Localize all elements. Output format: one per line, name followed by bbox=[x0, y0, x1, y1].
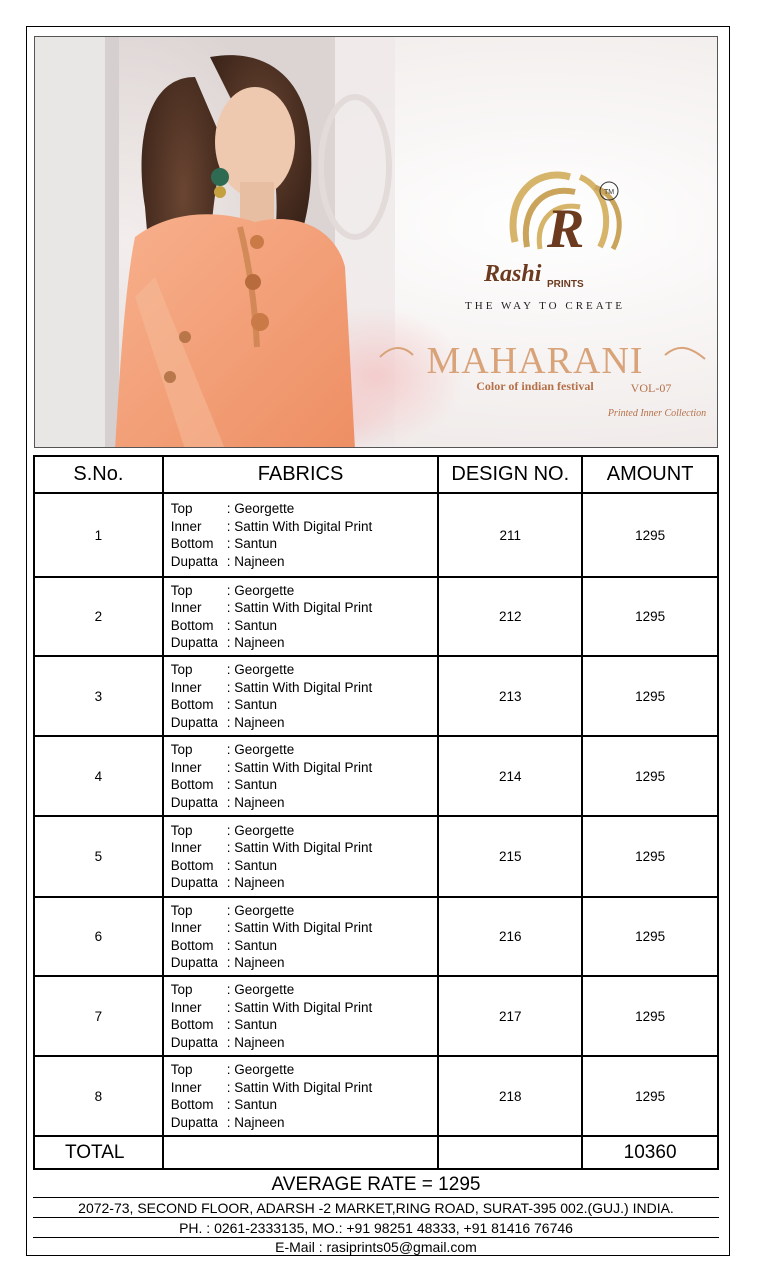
fabric-line bbox=[171, 500, 438, 518]
row-sno: 1 bbox=[34, 493, 163, 577]
fabric-key: Bottom bbox=[170, 536, 214, 551]
row-fabrics bbox=[163, 736, 439, 816]
row-design-no: 211 bbox=[438, 493, 582, 577]
average-rate: AVERAGE RATE = 1295 bbox=[271, 1174, 481, 1195]
row-design-no: 217 bbox=[438, 976, 582, 1056]
banner-artwork bbox=[35, 37, 718, 448]
fabric-key: Inner bbox=[170, 600, 202, 615]
phone-numbers: PH. : 0261-2333135, MO.: +91 98251 48333, +91 81416 76746 bbox=[33, 1217, 719, 1236]
fabric-value: : Sattin With Digital Print bbox=[226, 600, 373, 615]
row-amount: 1295 bbox=[582, 1056, 718, 1136]
row-amount: 1295 bbox=[582, 577, 718, 656]
fabric-value: : Najneen bbox=[226, 714, 285, 730]
table-row bbox=[34, 493, 718, 577]
row-design-no: 218 bbox=[438, 1056, 582, 1136]
fabric-key: Bottom bbox=[170, 937, 214, 953]
fabric-line bbox=[171, 919, 438, 937]
fabric-value: : Georgette bbox=[226, 742, 295, 757]
collection-note: Printed Inner Collection bbox=[607, 408, 707, 419]
fabric-value: : Santun bbox=[226, 937, 278, 953]
fabric-line bbox=[171, 794, 438, 812]
row-amount: 1295 bbox=[582, 976, 718, 1056]
fabric-key: Inner bbox=[170, 920, 202, 935]
fabric-line bbox=[171, 518, 438, 536]
fabric-key: Bottom bbox=[170, 697, 214, 712]
table-row bbox=[34, 736, 718, 816]
row-amount: 1295 bbox=[582, 736, 718, 816]
fabric-value: : Sattin With Digital Print bbox=[226, 999, 373, 1015]
fabric-value: : Najneen bbox=[226, 553, 285, 569]
fabric-key: Top bbox=[170, 1062, 193, 1077]
row-design-no: 213 bbox=[438, 656, 582, 736]
row-amount: 1295 bbox=[582, 897, 718, 976]
fabric-key: Inner bbox=[170, 1079, 202, 1095]
fabric-key: Bottom bbox=[170, 777, 214, 792]
fabric-key: Bottom bbox=[170, 857, 214, 873]
fabric-key: Inner bbox=[170, 999, 202, 1015]
row-sno: 4 bbox=[34, 736, 163, 816]
row-design-no: 215 bbox=[438, 816, 582, 897]
row-sno: 7 bbox=[34, 976, 163, 1056]
collection-subtitle: Color of indian festival bbox=[476, 379, 594, 393]
fabric-key: Inner bbox=[170, 759, 202, 775]
fabric-line bbox=[171, 599, 438, 617]
fabric-key: Bottom bbox=[170, 1097, 214, 1112]
brand-letter: R bbox=[547, 198, 585, 260]
fabric-line bbox=[171, 661, 438, 679]
header-sno: S.No. bbox=[34, 456, 163, 493]
row-sno: 3 bbox=[34, 656, 163, 736]
fabric-line bbox=[171, 679, 438, 697]
fabric-value: : Najneen bbox=[226, 794, 285, 810]
catalog-banner bbox=[34, 36, 718, 448]
fabric-key: Inner bbox=[170, 840, 202, 855]
fabric-key: Top bbox=[170, 501, 193, 516]
row-design-no: 212 bbox=[438, 577, 582, 656]
fabric-value: : Georgette bbox=[226, 501, 295, 516]
fabric-key: Top bbox=[170, 582, 193, 598]
fabric-value: : Santun bbox=[226, 697, 278, 712]
fabric-line bbox=[171, 759, 438, 777]
total-empty-cell bbox=[438, 1136, 582, 1169]
row-amount: 1295 bbox=[582, 816, 718, 897]
fabric-key: Inner bbox=[170, 518, 202, 534]
fabric-line bbox=[171, 582, 438, 600]
fabric-key: Dupatta bbox=[170, 794, 219, 810]
fabric-value: : Najneen bbox=[226, 955, 285, 970]
table-row bbox=[34, 577, 718, 656]
fabric-value: : Najneen bbox=[226, 635, 285, 650]
fabric-value: : Sattin With Digital Print bbox=[226, 679, 373, 695]
fabric-value: : Santun bbox=[226, 1017, 278, 1032]
fabric-value: : Georgette bbox=[226, 582, 295, 598]
fabric-line bbox=[171, 776, 438, 794]
total-row bbox=[34, 1136, 718, 1169]
fabric-line bbox=[171, 741, 438, 759]
fabric-value: : Georgette bbox=[226, 1062, 295, 1077]
table-row bbox=[34, 897, 718, 976]
table-row bbox=[34, 976, 718, 1056]
fabric-value: : Sattin With Digital Print bbox=[226, 920, 373, 935]
fabric-value: : Georgette bbox=[226, 902, 295, 918]
fabric-value: : Georgette bbox=[226, 822, 295, 838]
fabric-line bbox=[171, 617, 438, 635]
fabric-key: Bottom bbox=[170, 617, 214, 633]
row-fabrics bbox=[163, 577, 439, 656]
brand-name: Rashi bbox=[484, 261, 542, 287]
fabric-key: Top bbox=[170, 662, 193, 677]
tagline: THE WAY TO CREATE bbox=[465, 300, 625, 312]
fabric-value: : Santun bbox=[226, 857, 278, 873]
fabric-key: Dupatta bbox=[170, 635, 219, 650]
row-sno: 5 bbox=[34, 816, 163, 897]
fabric-line bbox=[171, 981, 438, 999]
fabric-line bbox=[171, 1034, 438, 1052]
total-amount: 10360 bbox=[582, 1136, 718, 1169]
volume-label: VOL-07 bbox=[630, 381, 672, 395]
fabric-key: Dupatta bbox=[170, 1114, 219, 1130]
row-amount: 1295 bbox=[582, 656, 718, 736]
row-amount: 1295 bbox=[582, 493, 718, 577]
header-fabrics: FABRICS bbox=[163, 456, 439, 493]
fabric-key: Dupatta bbox=[170, 714, 219, 730]
fabric-line bbox=[171, 937, 438, 955]
table-row bbox=[34, 816, 718, 897]
fabric-key: Dupatta bbox=[170, 1034, 219, 1050]
email: E-Mail : rasiprints05@gmail.com bbox=[33, 1237, 719, 1255]
fabric-line bbox=[171, 714, 438, 732]
fabric-line bbox=[171, 902, 438, 920]
fabric-value: : Santun bbox=[226, 617, 278, 633]
fabric-value: : Sattin With Digital Print bbox=[226, 1079, 373, 1095]
trademark-symbol: TM bbox=[603, 189, 615, 196]
fabric-line bbox=[171, 839, 438, 857]
fabric-key: Top bbox=[170, 742, 193, 757]
fabric-line bbox=[171, 1016, 438, 1034]
row-design-no: 216 bbox=[438, 897, 582, 976]
fabric-value: : Najneen bbox=[226, 875, 285, 890]
fabric-value: : Santun bbox=[226, 777, 278, 792]
row-fabrics bbox=[163, 897, 439, 976]
fabric-value: : Najneen bbox=[226, 1034, 285, 1050]
fabric-value: : Sattin With Digital Print bbox=[226, 840, 373, 855]
address: 2072-73, SECOND FLOOR, ADARSH -2 MARKET,RING ROAD, SURAT-395 002.(GUJ.) INDIA. bbox=[33, 1197, 719, 1216]
fabric-value: : Santun bbox=[226, 536, 278, 551]
fabric-line bbox=[171, 696, 438, 714]
fabric-line bbox=[171, 857, 438, 875]
fabric-key: Top bbox=[170, 982, 193, 997]
fabric-line bbox=[171, 634, 438, 652]
total-empty-cell bbox=[163, 1136, 439, 1169]
fabric-line bbox=[171, 999, 438, 1017]
row-fabrics bbox=[163, 1056, 439, 1136]
table-header-row bbox=[34, 456, 718, 493]
fabric-line bbox=[171, 553, 438, 571]
price-table bbox=[33, 455, 719, 1170]
fabric-value: : Georgette bbox=[226, 982, 295, 997]
fabric-value: : Santun bbox=[226, 1097, 278, 1112]
fabric-line bbox=[171, 822, 438, 840]
row-sno: 6 bbox=[34, 897, 163, 976]
fabric-line bbox=[171, 1061, 438, 1079]
fabric-line bbox=[171, 1114, 438, 1132]
total-label: TOTAL bbox=[34, 1136, 163, 1169]
fabric-line bbox=[171, 874, 438, 892]
fabric-key: Top bbox=[170, 822, 193, 838]
fabric-key: Dupatta bbox=[170, 553, 219, 569]
row-fabrics bbox=[163, 493, 439, 577]
fabric-line bbox=[171, 1079, 438, 1097]
collection-title: MAHARANI bbox=[426, 340, 644, 382]
table-row bbox=[34, 1056, 718, 1136]
row-sno: 8 bbox=[34, 1056, 163, 1136]
fabric-line bbox=[171, 535, 438, 553]
row-design-no: 214 bbox=[438, 736, 582, 816]
brand-suffix: PRINTS bbox=[547, 279, 584, 290]
header-amount: AMOUNT bbox=[582, 456, 718, 493]
fabric-value: : Sattin With Digital Print bbox=[226, 759, 373, 775]
table-row bbox=[34, 656, 718, 736]
row-fabrics bbox=[163, 816, 439, 897]
fabric-value: : Georgette bbox=[226, 662, 295, 677]
fabric-key: Bottom bbox=[170, 1017, 214, 1032]
fabric-value: : Sattin With Digital Print bbox=[226, 518, 373, 534]
fabric-key: Inner bbox=[170, 679, 202, 695]
row-fabrics bbox=[163, 976, 439, 1056]
fabric-line bbox=[171, 954, 438, 972]
fabric-key: Top bbox=[170, 902, 193, 918]
row-fabrics bbox=[163, 656, 439, 736]
fabric-key: Dupatta bbox=[170, 875, 219, 890]
fabric-value: : Najneen bbox=[226, 1114, 285, 1130]
header-design-no: DESIGN NO. bbox=[438, 456, 582, 493]
fabric-key: Dupatta bbox=[170, 955, 219, 970]
row-sno: 2 bbox=[34, 577, 163, 656]
fabric-line bbox=[171, 1096, 438, 1114]
